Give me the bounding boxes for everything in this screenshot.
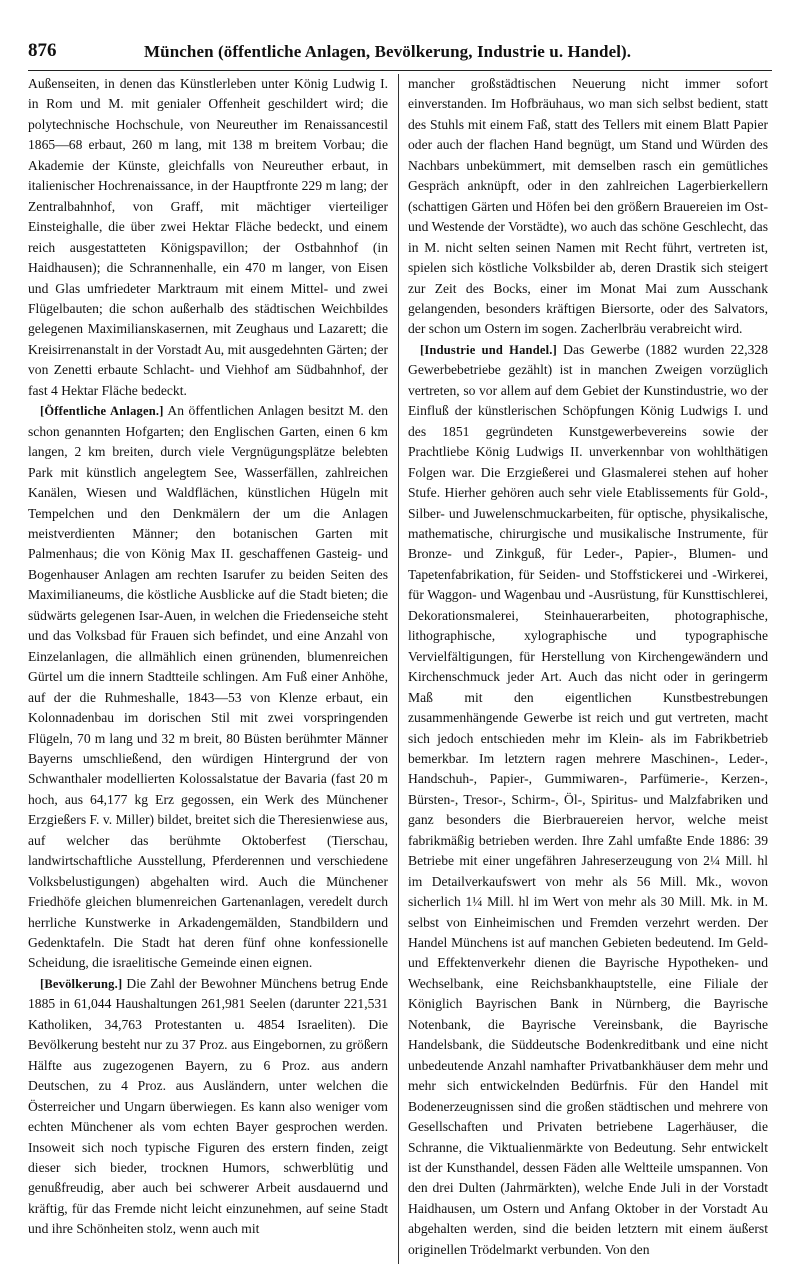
paragraph-text: Das Gewerbe (1882 wurden 22,328 Gewerbebetriebe gezählt) ist in manchen Zweigen vorzüglich vertreten, so vor allem auf dem Gebiet der Kunstindustrie, wo der Einfluß der künstlerischen Schöpfungen König Ludwigs I. und des 1851 gegründeten Kunstgewerbevereins sowie der Prachtliebe König Ludwigs II. unverkennbar von wohlthätigen Folgen war. Die Erzgießerei und Glasmalerei stehen auf hoher Stufe. Hierher gehören auch sehr viele Etablissements für Gold-, Silber- und Juwelenschmuckarbeiten, für optische, physikalische, mathematische, chirurgische und musikalische Instrumente, für Bronze- und Zinkguß, für Leder-, Papier-, Blumen- und Tapetenfabrikation, für Seiden- und Stoffstickerei und -Wirkerei, für Waggon- und Wagenbau und -Ausrüstung, für Kunsttischlerei, Dekorationsmalerei, Steinhauerarbeiten, photographische, lithographische, xylographische und typographische Vervielfältigungen, für Herstellung von Kirchengewändern und Kirchenschmuck jeder Art. Auch das nicht oder in geringerm Maß mit den eigentlichen Kunstbestrebungen zusammenhängende Gewerbe ist reich und gut vertreten, macht sich jedoch entschieden mehr im Klein- als im Fabrikbetrieb bemerkbar. Im letztern ragen mehrere Maschinen-, Leder-, Handschuh-, Papier-, Gummiwaren-, Parfümerie-, Kerzen-, Bürsten-, Tresor-, Schirm-, Öl-, Spiritus- und Malzfabriken und ganz besonders die Bierbrauereien hervor, welche meist fabrikmäßig betrieben werden. Ihre Zahl umfaßte Ende 1886: 39 Betriebe mit einer ungefähren Jahreserzeugung von 2¼ Mill. hl im Detailverkaufswert von mehr als 56 Mill. Mk., wovon sicherlich 1¼ Mill. hl im Wert von mehr als 30 Mill. Mk. in M. selbst von Einheimischen und Fremden verzehrt werden. Der Handel Münchens ist auf manchen Gebieten bedeutend. Im Geld- und Effektenverkehr dienen die Bayrische Hypotheken- und Wechselbank, eine Reichsbankhauptstelle, eine Filiale der Königlich Bayrischen Bank in Nürnberg, die Bayrische Notenbank, die Bayrische Vereinsbank, die Bayrische Handelsbank, die Süddeutsche Bodenkreditbank und eine nicht unbedeutende Anzahl namhafter Privatbankhäuser dem mehr und mehr sich entwickelnden Bedürfnis. Für den Handel mit Bodenerzeugnissen sind die großen städtischen und mehrere von Gesellschaften und Privaten betriebene Lagerhäuser, die Schranne, die Viktualienmärkte von Bedeutung. Sehr entwickelt ist der Kunsthandel, dessen Fäden alle Weltteile umspannen. Von den drei Dulten (Jahrmärkten), welche Ende Juli in der Vorstadt Haidhausen, um Ostern und Anfang Oktober in der Vorstadt Au abgehalten werden, sind die beiden letztern mit einem äußerst originellen Trödelmarkt verbunden. Von den — [408, 341, 768, 1257]
section-label-oeffentliche-anlagen: [Öffentliche Anlagen.] — [40, 404, 164, 419]
paragraph — [28, 401, 388, 974]
paragraph — [408, 74, 768, 340]
paragraph — [28, 974, 388, 1240]
paragraph — [28, 74, 388, 401]
column-divider — [398, 74, 399, 1264]
paragraph-text: An öffentlichen Anlagen besitzt M. den schon genannten Hofgarten; den Englischen Garten, einen 6 km langen, 2 km breiten, durch viele Vergnügungsplätze belebten Park mit künstlich angelegtem See, Wasserfällen, zahlreichen Kanälen, Wiesen und Waldflächen, künstlichen Hügeln mit Tempelchen und den Denkmälern der um die Anlagen meistverdienten Männer; den botanischen Garten mit Palmenhaus; die von König Max II. geschaffenen Gasteig- und Bogenhauser Anlagen am rechten Isarufer zu beiden Seiten des Maximilianeums, die köstliche Ausblicke auf die Stadt bieten; die südwärts gelegenen Isar-Auen, in welchen die Friedenseiche steht und das Volksbad für Frauen sich befindet, und eine Anzahl von Einzelanlagen, die allmählich einen grünenden, blumenreichen Gürtel um die innern Stadtteile schlingen. Am Fuß einer Anhöhe, auf der die Ruhmeshalle, 1843—53 von Klenze erbaut, ein Kolonnadenbau im dorischen Stil mit zwei vorspringenden Flügeln, 70 m lang und 32 m breit, 80 Büsten berühmter Männer Bayerns umschließend, den würdigen Hintergrund der von Schwanthaler modellierten Kolossalstatue der Bavaria (fast 20 m hoch, aus 64,177 kg Erz gegossen, ein Werk des Münchener Erzgießers F. v. Miller) bildet, breitet sich die Theresienwiese aus, auf welcher das berühmte Oktoberfest (Tierschau, landwirtschaftliche Ausstellung, Pferderennen und verschiedene Volksbelustigungen) abgehalten wird. Auch die Münchener Friedhöfe gleichen blumenreichen Gartenanlagen, veredelt durch herrliche Kunstwerke in Arkadengemälden, Standbildern und Gedenktafeln. Die Stadt hat deren fünf ohne konfessionelle Scheidung, die israelitische Gemeinde einen eignen. — [28, 403, 388, 971]
paragraph-text: mancher großstädtischen Neuerung nicht immer sofort einverstanden. Im Hofbräuhaus, wo man sich selbst bedient, statt des Stuhls mit einem Faß, statt des Tellers mit einem Blatt Papier oder auch der flachen Hand begnügt, um Stand und Würden des Nachbars unbekümmert, mit demselben rasch ein gemütliches Gespräch anknüpft, oder in den zahlreichen Lagerbierkellern (schattigen Gärten und Höfen bei den größern Brauereien im Ost- und Westende der Vorstädte), wo auch das schöne Geschlecht, das in M. nicht selten seinen Namen mit Recht führt, vertreten ist, spielen sich köstliche Volksbilder ab, deren Drastik sich steigert zur Zeit des Bocks, einer im Monat Mai zum Ausschank gelangenden, besonders kräftigen Biersorte, oder des Salvators, der schon um Ostern im sogen. Zacherlbräu verabreicht wird. — [408, 76, 768, 337]
paragraph — [408, 340, 768, 1260]
page-header — [28, 40, 772, 66]
left-column — [28, 74, 388, 1240]
header-rule — [28, 70, 772, 71]
right-column — [408, 74, 768, 1260]
paragraph-text: Außenseiten, in denen das Künstlerleben unter König Ludwig I. in Rom und M. mit genialer Offenheit geschildert wird; die polytechnische Hochschule, von Neureuther im Renaissancestil 1865—68 erbaut, 260 m lang, mit 138 m breitem Vorbau; die Akademie der Künste, gleichfalls von Neureuther erbaut, in italienischer Hochrenaissance, in der Hauptfronte 229 m lang; der Zentralbahnhof, von Graff, mit mächtiger vierteiliger Einsteighalle, die über zwei Hektar Fläche bedeckt, und einem reich ausgestatteten Königspavillon; der Ostbahnhof (in Haidhausen); die Schrannenhalle, ein 470 m langer, von Eisen und Glas umfriedeter Marktraum mit einem Mittel- und zwei Flügelbauten; die schon außerhalb des städtischen Weichbildes gelegenen Maximilianskasernen, mit Zeughaus und Lazarett; die Kreisirrenanstalt in der Vorstadt Au, mit ausgedehnten Gärten; der von Zenetti erbaute Schlacht- und Viehhof am Südbahnhof, der fast 4 Hektar Fläche bedeckt. — [28, 76, 389, 398]
section-label-bevoelkerung: [Bevölkerung.] — [40, 976, 123, 991]
section-label-industrie-und-handel: [Industrie und Handel.] — [420, 342, 557, 357]
paragraph-text: Die Zahl der Bewohner Münchens betrug Ende 1885 in 61,044 Haushaltungen 261,981 Seelen (darunter 221,531 Katholiken, 34,763 Protestanten u. 4854 Israeliten). Die Bevölkerung besteht nur zu 37 Proz. aus Eingebornen, zu größern Hälfte aus zugezogenen Bayern, zu 6 Proz. aus andern Deutschen, zu 4 Proz. aus Ausländern, unter welchen die Österreicher und Ungarn überwiegen. Es kann also weniger vom echten Münchener als vom echten Bayer gesprochen werden. Insoweit sich noch typische Figuren des erstern finden, zeigt dieser sich bieder, trocknen Humors, schwerblütig und genußfreudig, aber auch bei schwerer Arbeit ausdauernd und kräftig, für das Fremde nicht leicht einzunehmen, auf seine Stadt und ihre Schönheiten stolz, wenn auch mit — [28, 975, 388, 1237]
running-head: München (öffentliche Anlagen, Bevölkerung, Industrie u. Handel). — [144, 42, 632, 61]
page-number: 876 — [28, 40, 57, 61]
